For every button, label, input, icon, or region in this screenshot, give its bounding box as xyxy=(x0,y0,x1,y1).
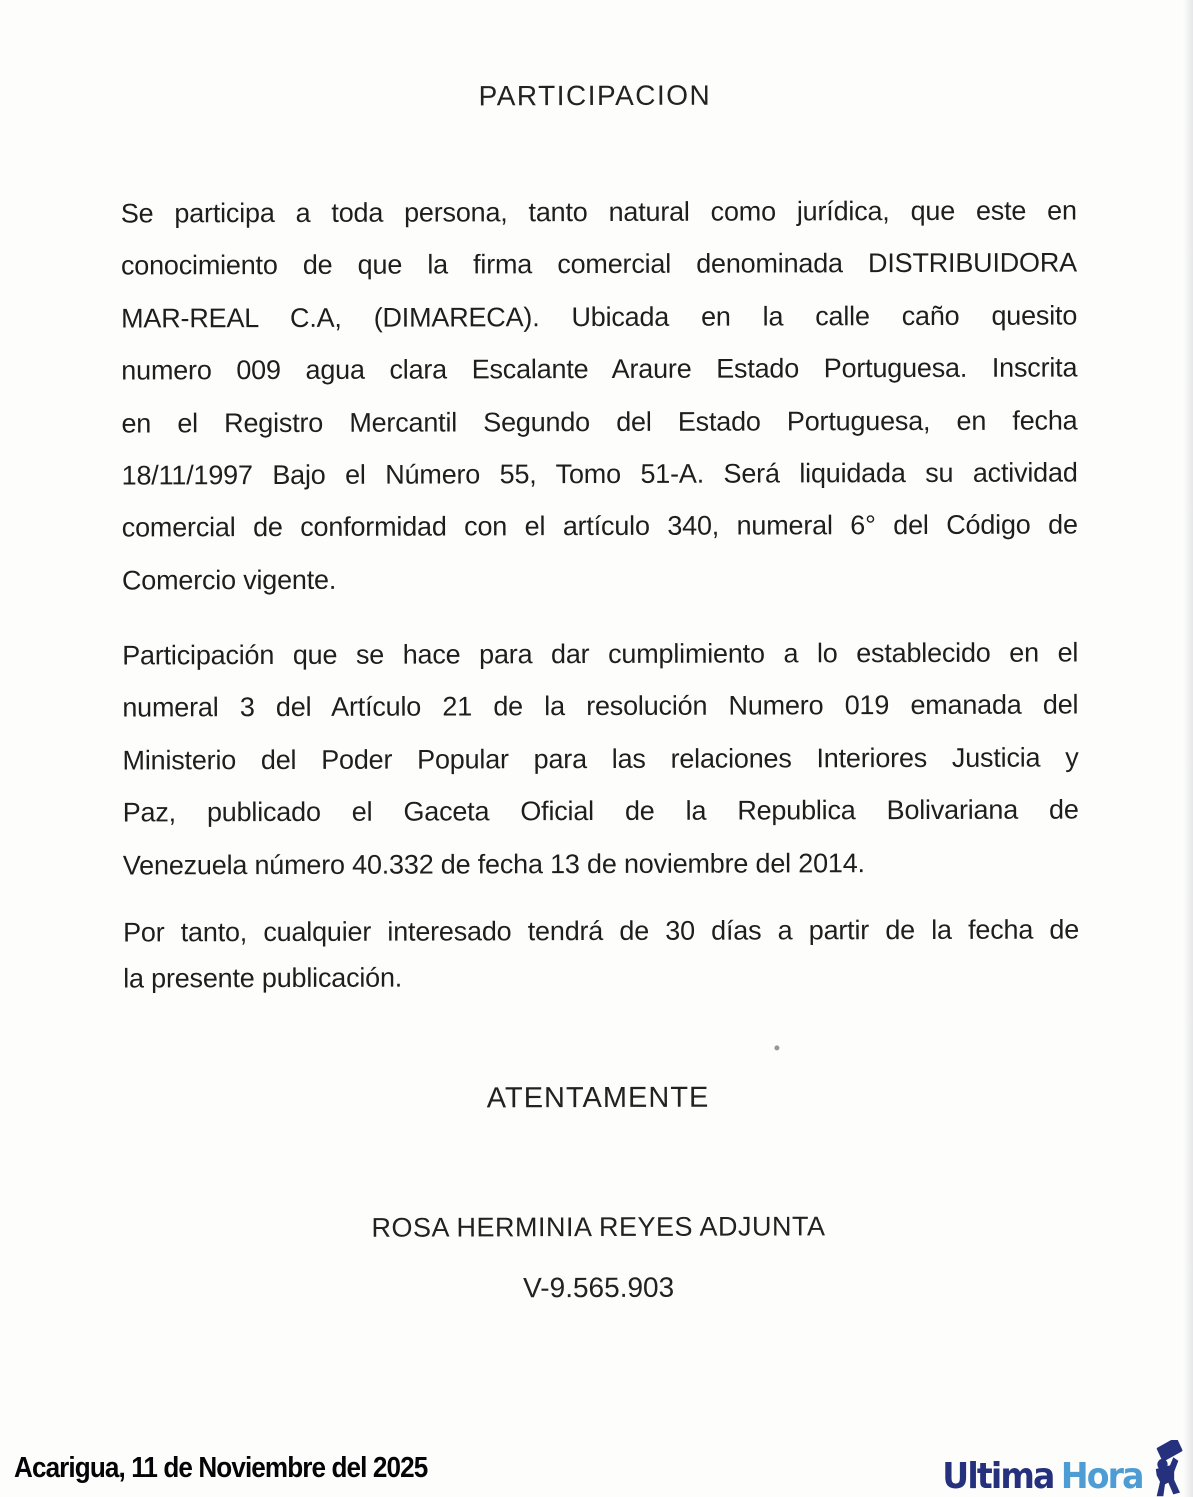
publication-dateline: Acarigua, 11 de Noviembre del 2025 xyxy=(14,1452,428,1484)
document-line: en el Registro Mercantil Segundo del Estado Portuguesa, en fecha xyxy=(121,405,1078,439)
document-line: 18/11/1997 Bajo el Número 55, Tomo 51-A. Será liquidada su actividad xyxy=(121,457,1078,491)
paragraph-1 xyxy=(121,184,1078,606)
logo-word-hora: Hora xyxy=(1061,1456,1143,1497)
document-line: comercial de conformidad con el artículo 340, numeral 6° del Código de xyxy=(121,509,1078,543)
document-line: Ministerio del Poder Popular para las relaciones Interiores Justicia y xyxy=(122,742,1079,776)
document-line: MAR-REAL C.A, (DIMARECA). Ubicada en la calle caño quesito xyxy=(121,300,1078,334)
scan-speck xyxy=(774,1045,779,1050)
signer-name: ROSA HERMINIA REYES ADJUNTA xyxy=(371,1211,826,1243)
document-line: Comercio vigente. xyxy=(121,564,337,596)
logo-word-ultima: Ultima xyxy=(942,1456,1054,1497)
document-line: Se participa a toda persona, tanto natural como jurídica, que este en xyxy=(120,195,1077,229)
paragraph-3 xyxy=(123,906,1079,1001)
document-line: la presente publicación. xyxy=(123,962,403,994)
document-line: Por tanto, cualquier interesado tendrá de 30 días a partir de la fecha de xyxy=(122,914,1080,948)
document-line: Participación que se hace para dar cumplimiento a lo establecido en el xyxy=(122,637,1079,671)
closing-salutation: ATENTAMENTE xyxy=(486,1081,710,1115)
document-line: numero 009 agua clara Escalante Araure Estado Portuguesa. Inscrita xyxy=(121,352,1078,386)
document-line: Venezuela número 40.332 de fecha 13 de noviembre del 2014. xyxy=(122,847,865,881)
document-line: numeral 3 del Artículo 21 de la resolución Numero 019 emanada del xyxy=(122,689,1079,723)
newspaper-runner-icon xyxy=(1145,1440,1187,1497)
ultima-hora-logo xyxy=(942,1438,1187,1497)
signer-id-number: V-9.565.903 xyxy=(523,1271,675,1304)
paragraph-2 xyxy=(122,626,1079,891)
document-title: PARTICIPACION xyxy=(478,79,712,112)
document-line: Paz, publicado el Gaceta Oficial de la Republica Bolivariana de xyxy=(122,794,1079,828)
document-line: conocimiento de que la firma comercial denominada DISTRIBUIDORA xyxy=(120,247,1077,281)
